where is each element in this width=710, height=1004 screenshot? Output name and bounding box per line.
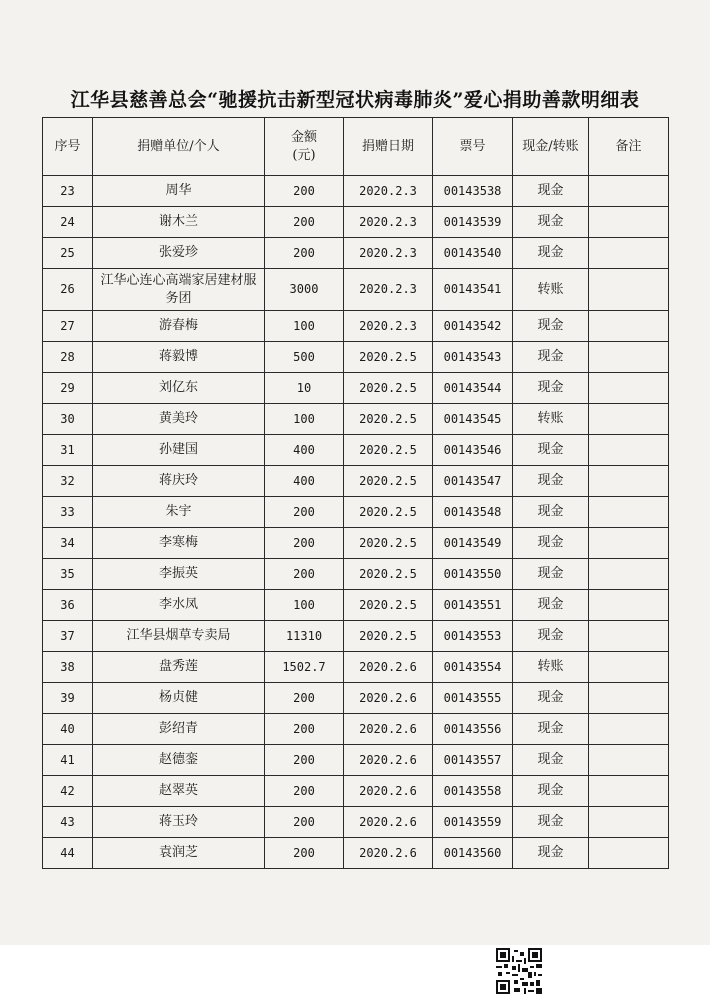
cell-method: 现金 xyxy=(513,528,589,559)
cell-ticket: 00143540 xyxy=(433,238,513,269)
cell-donor: 蒋庆玲 xyxy=(93,466,265,497)
cell-date: 2020.2.6 xyxy=(344,714,433,745)
cell-amount: 200 xyxy=(265,807,344,838)
cell-seq: 41 xyxy=(43,745,93,776)
cell-seq: 44 xyxy=(43,838,93,869)
table-row xyxy=(43,269,669,311)
cell-ticket: 00143549 xyxy=(433,528,513,559)
table-row xyxy=(43,776,669,807)
table-row xyxy=(43,238,669,269)
cell-donor: 李寒梅 xyxy=(93,528,265,559)
cell-date: 2020.2.5 xyxy=(344,373,433,404)
table-row xyxy=(43,404,669,435)
cell-donor: 李振英 xyxy=(93,559,265,590)
cell-method: 转账 xyxy=(513,269,589,311)
cell-amount: 200 xyxy=(265,683,344,714)
header-date: 捐赠日期 xyxy=(344,118,433,176)
cell-method: 现金 xyxy=(513,683,589,714)
table-row xyxy=(43,207,669,238)
header-amount xyxy=(265,118,344,176)
cell-seq: 31 xyxy=(43,435,93,466)
cell-donor: 赵德銮 xyxy=(93,745,265,776)
cell-amount: 200 xyxy=(265,207,344,238)
cell-remark xyxy=(589,497,669,528)
table-row xyxy=(43,528,669,559)
cell-method: 转账 xyxy=(513,652,589,683)
table-row xyxy=(43,176,669,207)
table-row xyxy=(43,621,669,652)
cell-ticket: 00143545 xyxy=(433,404,513,435)
cell-ticket: 00143554 xyxy=(433,652,513,683)
cell-remark xyxy=(589,745,669,776)
cell-seq: 27 xyxy=(43,311,93,342)
qr-code-icon xyxy=(496,948,542,994)
cell-amount: 200 xyxy=(265,238,344,269)
cell-remark xyxy=(589,652,669,683)
cell-date: 2020.2.5 xyxy=(344,466,433,497)
cell-date: 2020.2.6 xyxy=(344,838,433,869)
cell-donor: 谢木兰 xyxy=(93,207,265,238)
cell-donor: 朱宇 xyxy=(93,497,265,528)
donation-table xyxy=(42,117,669,869)
cell-donor: 张爱珍 xyxy=(93,238,265,269)
cell-seq: 29 xyxy=(43,373,93,404)
cell-remark xyxy=(589,207,669,238)
document-title: 江华县慈善总会“驰援抗击新型冠状病毒肺炎”爱心捐助善款明细表 xyxy=(70,89,640,111)
cell-donor: 江华心连心高端家居建材服务团 xyxy=(93,269,265,311)
table-row xyxy=(43,435,669,466)
cell-donor: 周华 xyxy=(93,176,265,207)
cell-method: 现金 xyxy=(513,311,589,342)
table-row xyxy=(43,590,669,621)
cell-donor: 杨贞健 xyxy=(93,683,265,714)
cell-date: 2020.2.6 xyxy=(344,745,433,776)
cell-ticket: 00143544 xyxy=(433,373,513,404)
cell-donor: 李水凤 xyxy=(93,590,265,621)
cell-remark xyxy=(589,404,669,435)
cell-remark xyxy=(589,559,669,590)
cell-method: 现金 xyxy=(513,559,589,590)
cell-remark xyxy=(589,683,669,714)
cell-method: 现金 xyxy=(513,176,589,207)
cell-date: 2020.2.5 xyxy=(344,435,433,466)
cell-ticket: 00143553 xyxy=(433,621,513,652)
cell-remark xyxy=(589,373,669,404)
cell-seq: 38 xyxy=(43,652,93,683)
cell-seq: 30 xyxy=(43,404,93,435)
cell-amount: 200 xyxy=(265,497,344,528)
cell-date: 2020.2.3 xyxy=(344,311,433,342)
table-row xyxy=(43,807,669,838)
cell-donor: 黄美玲 xyxy=(93,404,265,435)
cell-method: 现金 xyxy=(513,373,589,404)
cell-amount: 200 xyxy=(265,559,344,590)
header-seq: 序号 xyxy=(43,118,93,176)
cell-date: 2020.2.3 xyxy=(344,207,433,238)
cell-seq: 23 xyxy=(43,176,93,207)
cell-remark xyxy=(589,528,669,559)
cell-seq: 34 xyxy=(43,528,93,559)
cell-method: 现金 xyxy=(513,838,589,869)
cell-ticket: 00143560 xyxy=(433,838,513,869)
cell-remark xyxy=(589,176,669,207)
cell-ticket: 00143551 xyxy=(433,590,513,621)
cell-method: 现金 xyxy=(513,435,589,466)
cell-date: 2020.2.5 xyxy=(344,497,433,528)
cell-remark xyxy=(589,311,669,342)
cell-date: 2020.2.3 xyxy=(344,238,433,269)
cell-seq: 37 xyxy=(43,621,93,652)
table-body xyxy=(43,176,669,869)
table-row xyxy=(43,373,669,404)
cell-seq: 40 xyxy=(43,714,93,745)
cell-date: 2020.2.6 xyxy=(344,683,433,714)
cell-amount: 11310 xyxy=(265,621,344,652)
cell-ticket: 00143538 xyxy=(433,176,513,207)
table-row xyxy=(43,311,669,342)
table-row xyxy=(43,497,669,528)
cell-seq: 32 xyxy=(43,466,93,497)
cell-amount: 200 xyxy=(265,714,344,745)
header-donor: 捐赠单位/个人 xyxy=(93,118,265,176)
cell-method: 转账 xyxy=(513,404,589,435)
cell-amount: 100 xyxy=(265,311,344,342)
cell-remark xyxy=(589,466,669,497)
cell-amount: 500 xyxy=(265,342,344,373)
cell-remark xyxy=(589,807,669,838)
cell-amount: 1502.7 xyxy=(265,652,344,683)
cell-method: 现金 xyxy=(513,590,589,621)
cell-donor: 盘秀莲 xyxy=(93,652,265,683)
cell-seq: 36 xyxy=(43,590,93,621)
cell-remark xyxy=(589,269,669,311)
cell-ticket: 00143550 xyxy=(433,559,513,590)
header-amount-line1: 金额 xyxy=(290,129,317,145)
table-row xyxy=(43,652,669,683)
cell-donor: 江华县烟草专卖局 xyxy=(93,621,265,652)
cell-amount: 200 xyxy=(265,528,344,559)
cell-date: 2020.2.5 xyxy=(344,590,433,621)
cell-date: 2020.2.3 xyxy=(344,176,433,207)
cell-seq: 24 xyxy=(43,207,93,238)
cell-amount: 100 xyxy=(265,590,344,621)
cell-amount: 10 xyxy=(265,373,344,404)
table-row xyxy=(43,714,669,745)
cell-seq: 43 xyxy=(43,807,93,838)
cell-ticket: 00143541 xyxy=(433,269,513,311)
cell-seq: 25 xyxy=(43,238,93,269)
cell-date: 2020.2.3 xyxy=(344,269,433,311)
header-ticket: 票号 xyxy=(433,118,513,176)
cell-donor: 赵翠英 xyxy=(93,776,265,807)
cell-remark xyxy=(589,435,669,466)
cell-date: 2020.2.5 xyxy=(344,342,433,373)
cell-amount: 400 xyxy=(265,435,344,466)
cell-amount: 200 xyxy=(265,176,344,207)
cell-ticket: 00143548 xyxy=(433,497,513,528)
cell-date: 2020.2.6 xyxy=(344,652,433,683)
cell-donor: 孙建国 xyxy=(93,435,265,466)
cell-method: 现金 xyxy=(513,807,589,838)
cell-ticket: 00143539 xyxy=(433,207,513,238)
cell-ticket: 00143543 xyxy=(433,342,513,373)
cell-seq: 39 xyxy=(43,683,93,714)
cell-remark xyxy=(589,238,669,269)
cell-amount: 200 xyxy=(265,745,344,776)
cell-remark xyxy=(589,776,669,807)
cell-method: 现金 xyxy=(513,497,589,528)
cell-method: 现金 xyxy=(513,342,589,373)
cell-remark xyxy=(589,342,669,373)
cell-remark xyxy=(589,590,669,621)
cell-amount: 100 xyxy=(265,404,344,435)
cell-donor: 游春梅 xyxy=(93,311,265,342)
cell-amount: 3000 xyxy=(265,269,344,311)
cell-ticket: 00143542 xyxy=(433,311,513,342)
cell-seq: 35 xyxy=(43,559,93,590)
header-remark: 备注 xyxy=(589,118,669,176)
cell-method: 现金 xyxy=(513,745,589,776)
cell-donor: 蒋玉玲 xyxy=(93,807,265,838)
cell-ticket: 00143547 xyxy=(433,466,513,497)
cell-method: 现金 xyxy=(513,207,589,238)
table-row xyxy=(43,745,669,776)
cell-ticket: 00143546 xyxy=(433,435,513,466)
cell-donor: 刘亿东 xyxy=(93,373,265,404)
header-method: 现金/转账 xyxy=(513,118,589,176)
cell-donor: 蒋毅博 xyxy=(93,342,265,373)
table-row xyxy=(43,342,669,373)
cell-date: 2020.2.5 xyxy=(344,528,433,559)
cell-ticket: 00143558 xyxy=(433,776,513,807)
cell-amount: 400 xyxy=(265,466,344,497)
table-row xyxy=(43,466,669,497)
table-row xyxy=(43,683,669,714)
table-header-row xyxy=(43,118,669,176)
cell-method: 现金 xyxy=(513,621,589,652)
cell-donor: 袁润芝 xyxy=(93,838,265,869)
table-row xyxy=(43,559,669,590)
cell-amount: 200 xyxy=(265,776,344,807)
cell-remark xyxy=(589,838,669,869)
cell-donor: 彭绍青 xyxy=(93,714,265,745)
cell-remark xyxy=(589,621,669,652)
cell-ticket: 00143556 xyxy=(433,714,513,745)
cell-seq: 33 xyxy=(43,497,93,528)
header-amount-line2: (元) xyxy=(292,147,316,163)
cell-method: 现金 xyxy=(513,714,589,745)
cell-date: 2020.2.6 xyxy=(344,807,433,838)
cell-seq: 28 xyxy=(43,342,93,373)
cell-date: 2020.2.6 xyxy=(344,776,433,807)
cell-date: 2020.2.5 xyxy=(344,404,433,435)
cell-seq: 42 xyxy=(43,776,93,807)
cell-method: 现金 xyxy=(513,466,589,497)
cell-method: 现金 xyxy=(513,238,589,269)
cell-date: 2020.2.5 xyxy=(344,559,433,590)
cell-ticket: 00143557 xyxy=(433,745,513,776)
cell-seq: 26 xyxy=(43,269,93,311)
table-row xyxy=(43,838,669,869)
cell-ticket: 00143555 xyxy=(433,683,513,714)
cell-amount: 200 xyxy=(265,838,344,869)
cell-ticket: 00143559 xyxy=(433,807,513,838)
cell-date: 2020.2.5 xyxy=(344,621,433,652)
cell-remark xyxy=(589,714,669,745)
cell-method: 现金 xyxy=(513,776,589,807)
